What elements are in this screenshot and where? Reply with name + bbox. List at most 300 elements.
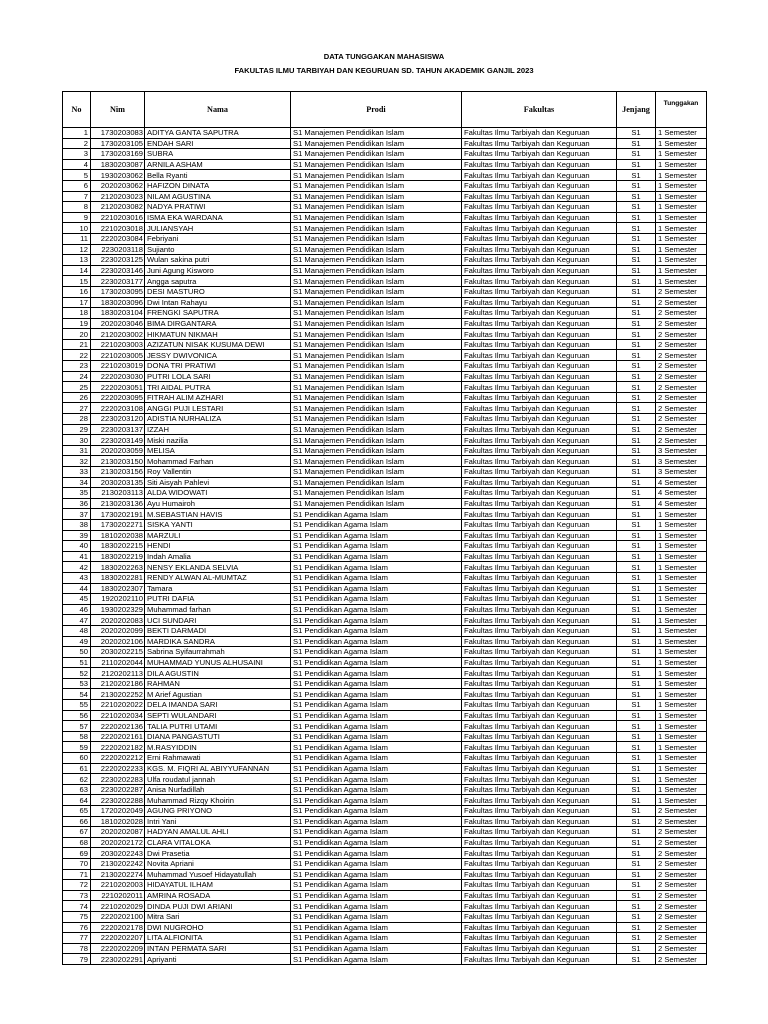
cell-fakultas: Fakultas Ilmu Tarbiyah dan Keguruan <box>462 647 617 658</box>
cell-fakultas: Fakultas Ilmu Tarbiyah dan Keguruan <box>462 562 617 573</box>
cell-nim: 2020203046 <box>91 318 145 329</box>
cell-nim: 1830202307 <box>91 583 145 594</box>
table-row <box>63 212 707 223</box>
cell-nama: FITRAH ALIM AZHARI <box>145 392 291 403</box>
cell-nama: INTAN PERMATA SARI <box>145 943 291 954</box>
cell-nim: 2210203005 <box>91 350 145 361</box>
cell-tunggakan: 1 Semester <box>656 700 707 711</box>
table-row <box>63 318 707 329</box>
cell-jenjang: S1 <box>617 414 656 425</box>
cell-fakultas: Fakultas Ilmu Tarbiyah dan Keguruan <box>462 392 617 403</box>
cell-tunggakan: 1 Semester <box>656 753 707 764</box>
cell-nama: TRI AIDAL PUTRA <box>145 382 291 393</box>
table-row <box>63 488 707 499</box>
cell-prodi: S1 Pendidikan Agama Islam <box>291 848 462 859</box>
cell-jenjang: S1 <box>617 128 656 139</box>
table-row <box>63 869 707 880</box>
cell-nama: CLARA VITALOKA <box>145 837 291 848</box>
cell-jenjang: S1 <box>617 255 656 266</box>
cell-nama: Ayu Humairoh <box>145 498 291 509</box>
cell-tunggakan: 1 Semester <box>656 784 707 795</box>
cell-nama: ALDA WIDOWATI <box>145 488 291 499</box>
cell-nama: M.SEBASTIAN HAVIS <box>145 509 291 520</box>
cell-prodi: S1 Manajemen Pendidikan Islam <box>291 435 462 446</box>
cell-fakultas: Fakultas Ilmu Tarbiyah dan Keguruan <box>462 572 617 583</box>
cell-tunggakan: 1 Semester <box>656 223 707 234</box>
cell-no: 68 <box>63 837 91 848</box>
cell-no: 36 <box>63 498 91 509</box>
cell-no: 56 <box>63 710 91 721</box>
cell-tunggakan: 2 Semester <box>656 816 707 827</box>
cell-no: 73 <box>63 890 91 901</box>
cell-jenjang: S1 <box>617 848 656 859</box>
cell-prodi: S1 Pendidikan Agama Islam <box>291 795 462 806</box>
cell-fakultas: Fakultas Ilmu Tarbiyah dan Keguruan <box>462 625 617 636</box>
cell-prodi: S1 Manajemen Pendidikan Islam <box>291 286 462 297</box>
cell-fakultas: Fakultas Ilmu Tarbiyah dan Keguruan <box>462 784 617 795</box>
cell-no: 5 <box>63 170 91 181</box>
cell-fakultas: Fakultas Ilmu Tarbiyah dan Keguruan <box>462 689 617 700</box>
cell-fakultas: Fakultas Ilmu Tarbiyah dan Keguruan <box>462 911 617 922</box>
cell-prodi: S1 Pendidikan Agama Islam <box>291 721 462 732</box>
cell-tunggakan: 1 Semester <box>656 149 707 160</box>
table-row <box>63 827 707 838</box>
table-row <box>63 233 707 244</box>
cell-nim: 2210203018 <box>91 223 145 234</box>
document-subtitle: FAKULTAS ILMU TARBIYAH DAN KEGURUAN SD. TAHUN AKADEMIK GANJIL 2023 <box>234 66 534 75</box>
cell-nama: Intri Yani <box>145 816 291 827</box>
cell-nama: M.RASYIDDIN <box>145 742 291 753</box>
table-row <box>63 615 707 626</box>
cell-tunggakan: 1 Semester <box>656 519 707 530</box>
cell-tunggakan: 2 Semester <box>656 435 707 446</box>
cell-nim: 2020202083 <box>91 615 145 626</box>
cell-prodi: S1 Pendidikan Agama Islam <box>291 509 462 520</box>
cell-nama: Roy Vallentin <box>145 467 291 478</box>
table-row <box>63 371 707 382</box>
cell-prodi: S1 Pendidikan Agama Islam <box>291 774 462 785</box>
cell-tunggakan: 1 Semester <box>656 202 707 213</box>
cell-jenjang: S1 <box>617 265 656 276</box>
cell-prodi: S1 Pendidikan Agama Islam <box>291 784 462 795</box>
cell-jenjang: S1 <box>617 562 656 573</box>
table-row <box>63 456 707 467</box>
cell-prodi: S1 Manajemen Pendidikan Islam <box>291 403 462 414</box>
cell-jenjang: S1 <box>617 498 656 509</box>
cell-nama: Dwi Prasetia <box>145 848 291 859</box>
cell-fakultas: Fakultas Ilmu Tarbiyah dan Keguruan <box>462 350 617 361</box>
cell-fakultas: Fakultas Ilmu Tarbiyah dan Keguruan <box>462 180 617 191</box>
cell-fakultas: Fakultas Ilmu Tarbiyah dan Keguruan <box>462 710 617 721</box>
cell-nama: M Arief Agustian <box>145 689 291 700</box>
cell-tunggakan: 1 Semester <box>656 530 707 541</box>
header-tunggakan: Tunggakan <box>656 92 707 128</box>
table-row <box>63 636 707 647</box>
cell-prodi: S1 Pendidikan Agama Islam <box>291 625 462 636</box>
cell-fakultas: Fakultas Ilmu Tarbiyah dan Keguruan <box>462 371 617 382</box>
table-row <box>63 382 707 393</box>
cell-jenjang: S1 <box>617 731 656 742</box>
cell-prodi: S1 Manajemen Pendidikan Islam <box>291 223 462 234</box>
cell-tunggakan: 2 Semester <box>656 943 707 954</box>
cell-no: 34 <box>63 477 91 488</box>
cell-nama: UCI SUNDARI <box>145 615 291 626</box>
cell-jenjang: S1 <box>617 816 656 827</box>
cell-nim: 1830203096 <box>91 297 145 308</box>
cell-nama: RENDY ALWAN AL-MUMTAZ <box>145 572 291 583</box>
cell-fakultas: Fakultas Ilmu Tarbiyah dan Keguruan <box>462 541 617 552</box>
cell-prodi: S1 Manajemen Pendidikan Islam <box>291 424 462 435</box>
cell-prodi: S1 Pendidikan Agama Islam <box>291 858 462 869</box>
cell-fakultas: Fakultas Ilmu Tarbiyah dan Keguruan <box>462 318 617 329</box>
cell-fakultas: Fakultas Ilmu Tarbiyah dan Keguruan <box>462 731 617 742</box>
table-row <box>63 424 707 435</box>
cell-nim: 2120203082 <box>91 202 145 213</box>
cell-nim: 2120203002 <box>91 329 145 340</box>
cell-fakultas: Fakultas Ilmu Tarbiyah dan Keguruan <box>462 922 617 933</box>
cell-no: 74 <box>63 901 91 912</box>
cell-nim: 1920202110 <box>91 594 145 605</box>
table-row <box>63 308 707 319</box>
cell-jenjang: S1 <box>617 424 656 435</box>
cell-jenjang: S1 <box>617 615 656 626</box>
table-row <box>63 583 707 594</box>
cell-nim: 1730203095 <box>91 286 145 297</box>
cell-tunggakan: 2 Semester <box>656 880 707 891</box>
cell-nim: 2030202243 <box>91 848 145 859</box>
cell-prodi: S1 Manajemen Pendidikan Islam <box>291 382 462 393</box>
cell-jenjang: S1 <box>617 403 656 414</box>
cell-jenjang: S1 <box>617 742 656 753</box>
cell-fakultas: Fakultas Ilmu Tarbiyah dan Keguruan <box>462 795 617 806</box>
cell-nim: 2220203030 <box>91 371 145 382</box>
cell-jenjang: S1 <box>617 212 656 223</box>
cell-fakultas: Fakultas Ilmu Tarbiyah dan Keguruan <box>462 149 617 160</box>
table-row <box>63 445 707 456</box>
cell-fakultas: Fakultas Ilmu Tarbiyah dan Keguruan <box>462 170 617 181</box>
cell-tunggakan: 1 Semester <box>656 668 707 679</box>
cell-nama: ANGGI PUJI LESTARI <box>145 403 291 414</box>
cell-nama: Siti Aisyah Pahlevi <box>145 477 291 488</box>
table-row <box>63 806 707 817</box>
cell-nim: 2120202113 <box>91 668 145 679</box>
cell-fakultas: Fakultas Ilmu Tarbiyah dan Keguruan <box>462 445 617 456</box>
cell-fakultas: Fakultas Ilmu Tarbiyah dan Keguruan <box>462 202 617 213</box>
table-row <box>63 392 707 403</box>
cell-tunggakan: 1 Semester <box>656 509 707 520</box>
cell-jenjang: S1 <box>617 604 656 615</box>
cell-nama: Muhammad Rizqy Khoirin <box>145 795 291 806</box>
cell-nim: 2220203051 <box>91 382 145 393</box>
cell-jenjang: S1 <box>617 901 656 912</box>
cell-nama: JESSY DWIVONICA <box>145 350 291 361</box>
table-row <box>63 721 707 732</box>
cell-tunggakan: 1 Semester <box>656 244 707 255</box>
cell-no: 2 <box>63 138 91 149</box>
cell-jenjang: S1 <box>617 149 656 160</box>
cell-no: 17 <box>63 297 91 308</box>
cell-tunggakan: 4 Semester <box>656 488 707 499</box>
header-no: No <box>63 92 91 128</box>
cell-no: 42 <box>63 562 91 573</box>
cell-fakultas: Fakultas Ilmu Tarbiyah dan Keguruan <box>462 594 617 605</box>
cell-nama: Indah Amalia <box>145 551 291 562</box>
cell-tunggakan: 2 Semester <box>656 382 707 393</box>
cell-tunggakan: 1 Semester <box>656 191 707 202</box>
cell-jenjang: S1 <box>617 689 656 700</box>
cell-nim: 2220202100 <box>91 911 145 922</box>
table-row <box>63 657 707 668</box>
cell-prodi: S1 Manajemen Pendidikan Islam <box>291 477 462 488</box>
cell-prodi: S1 Pendidikan Agama Islam <box>291 594 462 605</box>
cell-jenjang: S1 <box>617 286 656 297</box>
cell-no: 49 <box>63 636 91 647</box>
cell-tunggakan: 1 Semester <box>656 138 707 149</box>
cell-prodi: S1 Manajemen Pendidikan Islam <box>291 138 462 149</box>
cell-prodi: S1 Pendidikan Agama Islam <box>291 668 462 679</box>
cell-fakultas: Fakultas Ilmu Tarbiyah dan Keguruan <box>462 212 617 223</box>
cell-fakultas: Fakultas Ilmu Tarbiyah dan Keguruan <box>462 382 617 393</box>
cell-prodi: S1 Pendidikan Agama Islam <box>291 816 462 827</box>
table-row <box>63 530 707 541</box>
cell-no: 37 <box>63 509 91 520</box>
cell-fakultas: Fakultas Ilmu Tarbiyah dan Keguruan <box>462 668 617 679</box>
cell-nama: Miski nazilia <box>145 435 291 446</box>
cell-jenjang: S1 <box>617 827 656 838</box>
table-row <box>63 742 707 753</box>
cell-nama: Novita Apriani <box>145 858 291 869</box>
cell-prodi: S1 Manajemen Pendidikan Islam <box>291 329 462 340</box>
cell-no: 3 <box>63 149 91 160</box>
cell-fakultas: Fakultas Ilmu Tarbiyah dan Keguruan <box>462 403 617 414</box>
cell-no: 26 <box>63 392 91 403</box>
cell-nama: Sabrina Syifaurrahmah <box>145 647 291 658</box>
cell-fakultas: Fakultas Ilmu Tarbiyah dan Keguruan <box>462 657 617 668</box>
cell-fakultas: Fakultas Ilmu Tarbiyah dan Keguruan <box>462 308 617 319</box>
table-row <box>63 858 707 869</box>
cell-prodi: S1 Pendidikan Agama Islam <box>291 657 462 668</box>
cell-fakultas: Fakultas Ilmu Tarbiyah dan Keguruan <box>462 265 617 276</box>
cell-prodi: S1 Pendidikan Agama Islam <box>291 700 462 711</box>
cell-nama: TALIA PUTRI UTAMI <box>145 721 291 732</box>
cell-nama: BEKTI DARMADI <box>145 625 291 636</box>
table-row <box>63 361 707 372</box>
cell-fakultas: Fakultas Ilmu Tarbiyah dan Keguruan <box>462 414 617 425</box>
cell-no: 24 <box>63 371 91 382</box>
cell-fakultas: Fakultas Ilmu Tarbiyah dan Keguruan <box>462 890 617 901</box>
cell-jenjang: S1 <box>617 445 656 456</box>
cell-tunggakan: 2 Semester <box>656 339 707 350</box>
cell-prodi: S1 Pendidikan Agama Islam <box>291 911 462 922</box>
cell-no: 29 <box>63 424 91 435</box>
table-row <box>63 541 707 552</box>
cell-fakultas: Fakultas Ilmu Tarbiyah dan Keguruan <box>462 933 617 944</box>
cell-nama: DINDA PUJI DWI ARIANI <box>145 901 291 912</box>
cell-nama: Tamara <box>145 583 291 594</box>
cell-jenjang: S1 <box>617 784 656 795</box>
table-row <box>63 911 707 922</box>
table-row <box>63 710 707 721</box>
cell-nama: HADYAN AMALUL AHLI <box>145 827 291 838</box>
cell-prodi: S1 Manajemen Pendidikan Islam <box>291 361 462 372</box>
table-row <box>63 763 707 774</box>
cell-jenjang: S1 <box>617 763 656 774</box>
cell-nim: 1930202329 <box>91 604 145 615</box>
cell-nim: 1810202038 <box>91 530 145 541</box>
cell-fakultas: Fakultas Ilmu Tarbiyah dan Keguruan <box>462 424 617 435</box>
cell-jenjang: S1 <box>617 477 656 488</box>
cell-prodi: S1 Manajemen Pendidikan Islam <box>291 149 462 160</box>
cell-prodi: S1 Pendidikan Agama Islam <box>291 710 462 721</box>
cell-nama: DILA AGUSTIN <box>145 668 291 679</box>
cell-fakultas: Fakultas Ilmu Tarbiyah dan Keguruan <box>462 583 617 594</box>
cell-fakultas: Fakultas Ilmu Tarbiyah dan Keguruan <box>462 456 617 467</box>
cell-nim: 2210203016 <box>91 212 145 223</box>
header-nim: Nim <box>91 92 145 128</box>
cell-fakultas: Fakultas Ilmu Tarbiyah dan Keguruan <box>462 827 617 838</box>
cell-fakultas: Fakultas Ilmu Tarbiyah dan Keguruan <box>462 806 617 817</box>
cell-nim: 2020202099 <box>91 625 145 636</box>
table-row <box>63 414 707 425</box>
cell-tunggakan: 2 Semester <box>656 297 707 308</box>
cell-no: 75 <box>63 911 91 922</box>
cell-tunggakan: 1 Semester <box>656 233 707 244</box>
cell-jenjang: S1 <box>617 933 656 944</box>
cell-tunggakan: 1 Semester <box>656 647 707 658</box>
cell-prodi: S1 Pendidikan Agama Islam <box>291 541 462 552</box>
table-row <box>63 265 707 276</box>
cell-jenjang: S1 <box>617 488 656 499</box>
cell-nama: Wulan sakina putri <box>145 255 291 266</box>
table-row <box>63 594 707 605</box>
cell-tunggakan: 1 Semester <box>656 636 707 647</box>
table-row <box>63 625 707 636</box>
table-row <box>63 551 707 562</box>
cell-prodi: S1 Pendidikan Agama Islam <box>291 647 462 658</box>
cell-tunggakan: 1 Semester <box>656 276 707 287</box>
cell-no: 28 <box>63 414 91 425</box>
cell-no: 6 <box>63 180 91 191</box>
cell-fakultas: Fakultas Ilmu Tarbiyah dan Keguruan <box>462 954 617 965</box>
cell-nama: ARNILA ASHAM <box>145 159 291 170</box>
table-row <box>63 880 707 891</box>
cell-tunggakan: 2 Semester <box>656 286 707 297</box>
cell-tunggakan: 3 Semester <box>656 445 707 456</box>
cell-nim: 2120203023 <box>91 191 145 202</box>
cell-jenjang: S1 <box>617 880 656 891</box>
cell-fakultas: Fakultas Ilmu Tarbiyah dan Keguruan <box>462 901 617 912</box>
cell-fakultas: Fakultas Ilmu Tarbiyah dan Keguruan <box>462 159 617 170</box>
cell-no: 35 <box>63 488 91 499</box>
cell-no: 71 <box>63 869 91 880</box>
cell-prodi: S1 Manajemen Pendidikan Islam <box>291 255 462 266</box>
cell-nim: 1830202215 <box>91 541 145 552</box>
cell-nim: 2020202087 <box>91 827 145 838</box>
header-fakultas: Fakultas <box>462 92 617 128</box>
cell-fakultas: Fakultas Ilmu Tarbiyah dan Keguruan <box>462 435 617 446</box>
cell-jenjang: S1 <box>617 774 656 785</box>
cell-nim: 1730203083 <box>91 128 145 139</box>
cell-tunggakan: 1 Semester <box>656 170 707 181</box>
cell-no: 61 <box>63 763 91 774</box>
cell-tunggakan: 1 Semester <box>656 710 707 721</box>
cell-fakultas: Fakultas Ilmu Tarbiyah dan Keguruan <box>462 244 617 255</box>
cell-no: 16 <box>63 286 91 297</box>
cell-no: 60 <box>63 753 91 764</box>
cell-nama: SEPTI WULANDARI <box>145 710 291 721</box>
table-row <box>63 519 707 530</box>
cell-prodi: S1 Pendidikan Agama Islam <box>291 880 462 891</box>
cell-no: 13 <box>63 255 91 266</box>
cell-tunggakan: 1 Semester <box>656 159 707 170</box>
cell-no: 59 <box>63 742 91 753</box>
cell-no: 51 <box>63 657 91 668</box>
cell-jenjang: S1 <box>617 180 656 191</box>
cell-nama: Mohammad Farhan <box>145 456 291 467</box>
cell-nama: NILAM AGUSTINA <box>145 191 291 202</box>
cell-jenjang: S1 <box>617 350 656 361</box>
cell-nim: 1830202263 <box>91 562 145 573</box>
cell-nim: 2230203137 <box>91 424 145 435</box>
cell-nim: 2230202283 <box>91 774 145 785</box>
cell-nama: HENDI <box>145 541 291 552</box>
cell-tunggakan: 1 Semester <box>656 731 707 742</box>
cell-nim: 1830203087 <box>91 159 145 170</box>
cell-nim: 2210203003 <box>91 339 145 350</box>
cell-fakultas: Fakultas Ilmu Tarbiyah dan Keguruan <box>462 498 617 509</box>
cell-nama: Febriyani <box>145 233 291 244</box>
table-row <box>63 509 707 520</box>
cell-prodi: S1 Manajemen Pendidikan Islam <box>291 297 462 308</box>
cell-prodi: S1 Pendidikan Agama Islam <box>291 604 462 615</box>
table-row <box>63 647 707 658</box>
cell-jenjang: S1 <box>617 329 656 340</box>
cell-nama: AGUNG PRIYONO <box>145 806 291 817</box>
cell-tunggakan: 1 Semester <box>656 541 707 552</box>
cell-prodi: S1 Manajemen Pendidikan Islam <box>291 202 462 213</box>
cell-no: 52 <box>63 668 91 679</box>
cell-no: 70 <box>63 858 91 869</box>
table-row <box>63 668 707 679</box>
table-row <box>63 837 707 848</box>
cell-prodi: S1 Pendidikan Agama Islam <box>291 742 462 753</box>
cell-nim: 2220202161 <box>91 731 145 742</box>
cell-nama: HIDAYATUL ILHAM <box>145 880 291 891</box>
cell-nama: ISMA EKA WARDANA <box>145 212 291 223</box>
table-row <box>63 943 707 954</box>
cell-jenjang: S1 <box>617 657 656 668</box>
cell-no: 9 <box>63 212 91 223</box>
cell-nama: Bella Ryanti <box>145 170 291 181</box>
cell-fakultas: Fakultas Ilmu Tarbiyah dan Keguruan <box>462 509 617 520</box>
cell-fakultas: Fakultas Ilmu Tarbiyah dan Keguruan <box>462 615 617 626</box>
cell-jenjang: S1 <box>617 668 656 679</box>
table-row <box>63 149 707 160</box>
table-row <box>63 138 707 149</box>
table-row <box>63 276 707 287</box>
cell-prodi: S1 Manajemen Pendidikan Islam <box>291 265 462 276</box>
cell-fakultas: Fakultas Ilmu Tarbiyah dan Keguruan <box>462 763 617 774</box>
cell-fakultas: Fakultas Ilmu Tarbiyah dan Keguruan <box>462 361 617 372</box>
cell-tunggakan: 1 Semester <box>656 255 707 266</box>
cell-prodi: S1 Pendidikan Agama Islam <box>291 901 462 912</box>
cell-fakultas: Fakultas Ilmu Tarbiyah dan Keguruan <box>462 128 617 139</box>
cell-nim: 2210203019 <box>91 361 145 372</box>
cell-nim: 2020203062 <box>91 180 145 191</box>
table-row <box>63 297 707 308</box>
cell-jenjang: S1 <box>617 636 656 647</box>
cell-jenjang: S1 <box>617 678 656 689</box>
